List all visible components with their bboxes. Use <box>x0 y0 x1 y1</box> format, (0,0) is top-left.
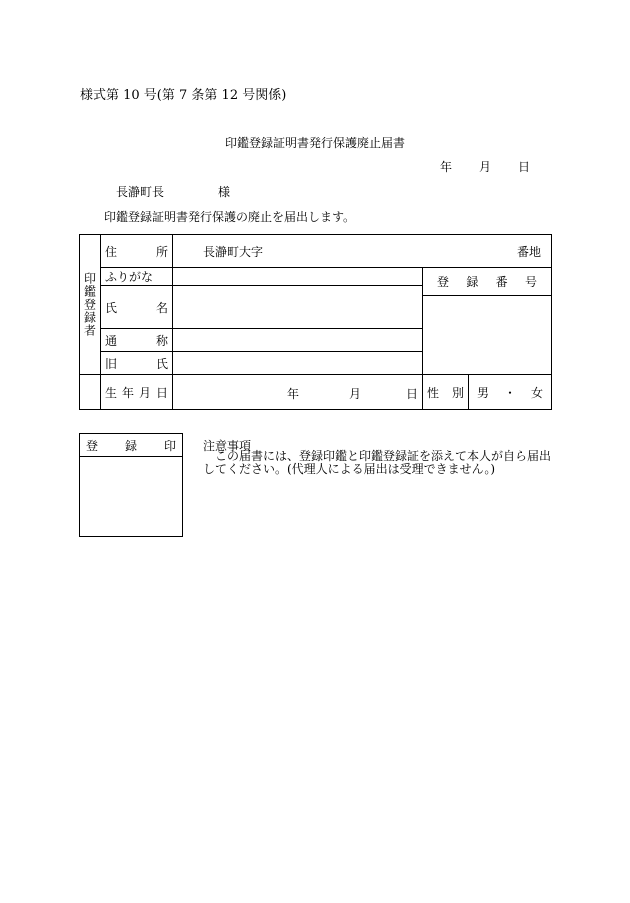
furigana-field[interactable] <box>173 268 423 286</box>
registration-number-label: 登 録 番 号 <box>423 268 552 296</box>
registrant-label: 印鑑登録者 <box>80 235 101 375</box>
address-prefix: 長瀞町大字 <box>203 244 264 259</box>
date-line <box>440 158 530 175</box>
date-month-label: 月 <box>478 160 491 174</box>
sex-label: 性 別 <box>423 375 469 410</box>
form-number: 様式第 10 号(第 7 条第 12 号関係) <box>80 88 287 103</box>
registered-seal-label: 登 録 印 <box>80 434 182 457</box>
registrant-label-tail <box>80 375 101 410</box>
former-surname-label: 旧 氏 <box>101 352 173 375</box>
addressee-suffix: 様 <box>218 185 231 199</box>
dob-month-unit: 月 <box>349 387 362 401</box>
sex-option-female[interactable]: 女 <box>531 385 544 400</box>
alias-field[interactable] <box>173 329 423 352</box>
name-field[interactable] <box>173 286 423 329</box>
sex-option-male[interactable]: 男 <box>477 385 490 400</box>
address-field[interactable] <box>173 235 552 268</box>
dob-year-unit: 年 <box>287 387 300 401</box>
dob-day-unit: 日 <box>405 387 418 401</box>
furigana-label: ふりがな <box>101 268 173 286</box>
addressee-name: 長瀞町長 <box>116 185 165 199</box>
former-surname-field[interactable] <box>173 352 423 375</box>
dob-field[interactable] <box>173 375 423 410</box>
date-year-label: 年 <box>440 160 453 174</box>
document-title: 印鑑登録証明書発行保護廃止届書 <box>224 136 405 150</box>
sex-field[interactable] <box>469 375 552 410</box>
address-label: 住 所 <box>101 235 173 268</box>
name-label: 氏 名 <box>101 286 173 329</box>
registered-seal-box[interactable] <box>79 433 183 537</box>
sex-separator: ・ <box>504 385 517 400</box>
notes-body: この届書には、登録印鑑と印鑑登録証を添えて本人が自ら届出してください。(代理人による届出は受理できません。) <box>203 449 552 476</box>
alias-label: 通 称 <box>101 329 173 352</box>
registrant-table <box>79 234 552 410</box>
registration-number-field[interactable] <box>423 296 552 375</box>
notes-title: 注意事項 <box>203 439 252 453</box>
statement-text: 印鑑登録証明書発行保護の廃止を届出します。 <box>104 210 356 224</box>
date-day-label: 日 <box>517 160 530 174</box>
address-suffix: 番地 <box>517 244 542 259</box>
dob-label: 生 年 月 日 <box>101 375 173 410</box>
